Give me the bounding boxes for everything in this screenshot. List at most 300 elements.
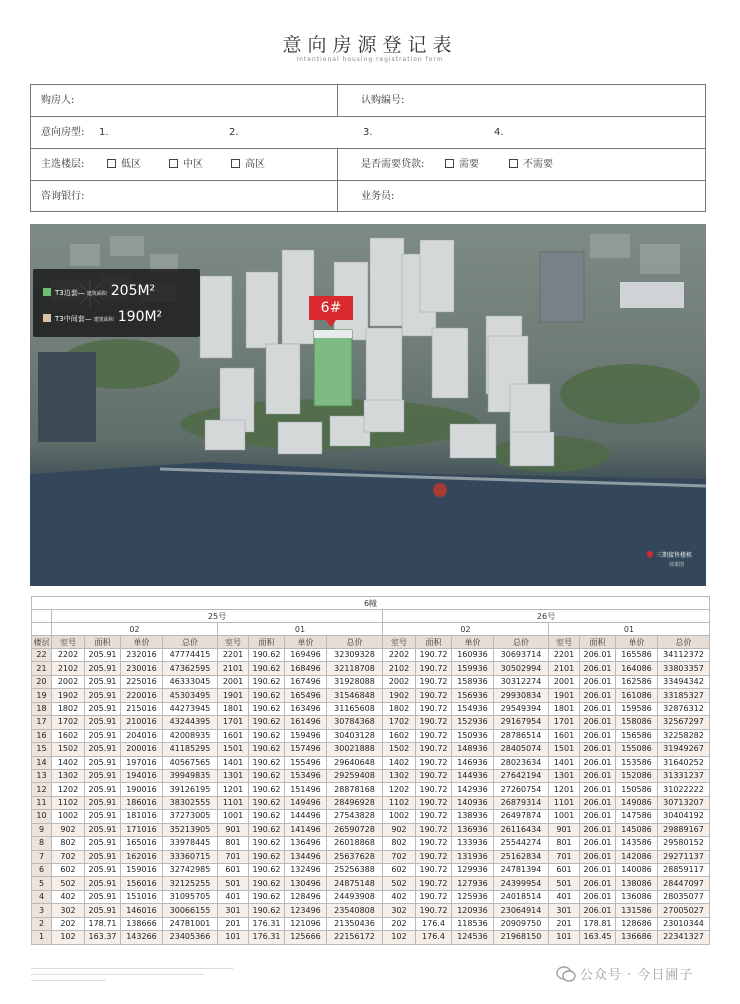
subscription-no-label: 认购编号: xyxy=(361,95,405,106)
table-cell: 190.62 xyxy=(249,877,285,890)
table-cell: 102 xyxy=(383,931,416,944)
table-cell: 206.01 xyxy=(580,796,616,809)
table-cell: 301 xyxy=(218,904,249,917)
table-cell: 1602 xyxy=(383,729,416,742)
table-cell: 176.4 xyxy=(416,917,452,930)
table-cell: 164086 xyxy=(616,662,658,675)
table-cell: 149496 xyxy=(285,796,327,809)
table-cell: 190.72 xyxy=(416,702,452,715)
table-cell: 159586 xyxy=(616,702,658,715)
table-cell: 601 xyxy=(218,864,249,877)
table-cell: 205.91 xyxy=(85,783,121,796)
table-cell: 27642194 xyxy=(494,769,549,782)
table-cell: 181016 xyxy=(121,810,163,823)
table-cell: 206.01 xyxy=(580,837,616,850)
table-cell: 128686 xyxy=(616,917,658,930)
table-cell: 1102 xyxy=(383,796,416,809)
table-cell: 162586 xyxy=(616,675,658,688)
floor-cell: 11 xyxy=(32,796,52,809)
table-cell: 1802 xyxy=(52,702,85,715)
table-cell: 201 xyxy=(218,917,249,930)
table-cell: 31928088 xyxy=(327,675,383,688)
floor-header: 楼层 xyxy=(33,637,50,647)
table-cell: 30502994 xyxy=(494,662,549,675)
table-cell: 157496 xyxy=(285,743,327,756)
table-cell: 205.91 xyxy=(85,729,121,742)
table-cell: 124536 xyxy=(452,931,494,944)
table-cell: 140086 xyxy=(616,864,658,877)
table-cell: 141496 xyxy=(285,823,327,836)
table-cell: 32125255 xyxy=(163,877,218,890)
table-cell: 159496 xyxy=(285,729,327,742)
table-cell: 23540808 xyxy=(327,904,383,917)
floor-option-high[interactable]: 高区 xyxy=(231,149,265,180)
table-cell: 1001 xyxy=(549,810,580,823)
table-row xyxy=(32,783,710,796)
table-cell: 31331237 xyxy=(658,769,710,782)
unit-header: 01 xyxy=(549,623,710,636)
table-cell: 30403128 xyxy=(327,729,383,742)
table-row xyxy=(32,756,710,769)
form-row-floor xyxy=(31,149,705,181)
floor-cell: 6 xyxy=(32,864,52,877)
table-row xyxy=(32,850,710,863)
table-cell: 30312274 xyxy=(494,675,549,688)
floor-cell: 4 xyxy=(32,890,52,903)
table-cell: 144496 xyxy=(285,810,327,823)
column-header: 总价 xyxy=(163,636,218,649)
table-cell: 501 xyxy=(549,877,580,890)
table-cell: 32876312 xyxy=(658,702,710,715)
page-subtitle: Intentional housing registration form xyxy=(296,56,444,63)
table-cell: 2101 xyxy=(218,662,249,675)
table-row xyxy=(32,917,710,930)
table-cell: 32118708 xyxy=(327,662,383,675)
type-option-4[interactable]: 4. xyxy=(494,127,504,138)
column-header: 室号 xyxy=(549,636,580,649)
table-cell: 1102 xyxy=(52,796,85,809)
table-cell: 42008935 xyxy=(163,729,218,742)
table-cell: 225016 xyxy=(121,675,163,688)
table-cell: 190.62 xyxy=(249,837,285,850)
floor-cell: 20 xyxy=(32,675,52,688)
table-cell: 29580152 xyxy=(658,837,710,850)
table-cell: 190.62 xyxy=(249,675,285,688)
table-cell: 1101 xyxy=(218,796,249,809)
table-cell: 158936 xyxy=(452,675,494,688)
table-cell: 155496 xyxy=(285,756,327,769)
table-cell: 27005027 xyxy=(658,904,710,917)
floor-cell: 22 xyxy=(32,649,52,662)
table-cell: 21968150 xyxy=(494,931,549,944)
column-header: 室号 xyxy=(383,636,416,649)
table-cell: 190.62 xyxy=(249,716,285,729)
table-cell: 178.81 xyxy=(580,917,616,930)
type-option-3[interactable]: 3. xyxy=(363,127,373,138)
table-cell: 153586 xyxy=(616,756,658,769)
floor-option-mid[interactable]: 中区 xyxy=(169,149,203,180)
table-cell: 190.62 xyxy=(249,783,285,796)
table-cell: 163496 xyxy=(285,702,327,715)
table-cell: 28859117 xyxy=(658,864,710,877)
floor-cell: 17 xyxy=(32,716,52,729)
column-header: 面积 xyxy=(580,636,616,649)
table-cell: 138666 xyxy=(121,917,163,930)
table-cell: 31165608 xyxy=(327,702,383,715)
table-cell: 200016 xyxy=(121,743,163,756)
table-cell: 156586 xyxy=(616,729,658,742)
table-cell: 151016 xyxy=(121,890,163,903)
floor-cell: 5 xyxy=(32,877,52,890)
footer-disclaimer: ──────────────────────────────────────────────────────────────────────────────────── ──────────────────────────────────────────────────────────────────────── ─────────────────────────────── xyxy=(31,966,234,983)
price-table-wrap xyxy=(31,596,709,945)
legend-swatch-green xyxy=(43,288,51,296)
column-header: 面积 xyxy=(85,636,121,649)
table-cell: 205.91 xyxy=(85,689,121,702)
table-cell: 2001 xyxy=(218,675,249,688)
table-row xyxy=(32,890,710,903)
table-cell: 130496 xyxy=(285,877,327,890)
table-row xyxy=(32,649,710,662)
table-cell: 1702 xyxy=(52,716,85,729)
table-cell: 206.01 xyxy=(580,743,616,756)
table-cell: 702 xyxy=(52,850,85,863)
table-cell: 190.72 xyxy=(416,810,452,823)
table-cell: 136686 xyxy=(616,931,658,944)
table-cell: 150936 xyxy=(452,729,494,742)
table-cell: 502 xyxy=(52,877,85,890)
table-cell: 206.01 xyxy=(580,890,616,903)
column-header: 室号 xyxy=(52,636,85,649)
table-cell: 176.31 xyxy=(249,917,285,930)
table-cell: 47362595 xyxy=(163,662,218,675)
column-header: 室号 xyxy=(218,636,249,649)
loan-option-yes[interactable]: 需要 xyxy=(445,149,479,180)
table-cell: 1402 xyxy=(383,756,416,769)
table-row xyxy=(32,877,710,890)
table-cell: 142936 xyxy=(452,783,494,796)
table-cell: 1001 xyxy=(218,810,249,823)
table-row xyxy=(32,743,710,756)
table-cell: 120936 xyxy=(452,904,494,917)
table-cell: 190.72 xyxy=(416,864,452,877)
table-cell: 190.62 xyxy=(249,823,285,836)
table-cell: 190.72 xyxy=(416,904,452,917)
watermark-text: 公众号 · 今日圃子 xyxy=(580,968,694,983)
table-cell: 205.91 xyxy=(85,756,121,769)
table-cell: 25256388 xyxy=(327,864,383,877)
table-cell: 301 xyxy=(549,904,580,917)
table-cell: 168496 xyxy=(285,662,327,675)
table-cell: 1202 xyxy=(383,783,416,796)
table-cell: 2002 xyxy=(383,675,416,688)
column-header: 单价 xyxy=(452,636,494,649)
type-label: 意向房型: xyxy=(41,127,85,138)
table-cell: 1701 xyxy=(549,716,580,729)
floor-cell: 8 xyxy=(32,837,52,850)
legend-item-middle: T3中间套— 建筑面积 190M² xyxy=(43,307,162,327)
unit-header: 01 xyxy=(218,623,383,636)
table-cell: 24875148 xyxy=(327,877,383,890)
table-cell: 190.72 xyxy=(416,756,452,769)
table-cell: 802 xyxy=(383,837,416,850)
table-cell: 27543828 xyxy=(327,810,383,823)
table-cell: 163.45 xyxy=(580,931,616,944)
table-cell: 1401 xyxy=(549,756,580,769)
table-cell: 502 xyxy=(383,877,416,890)
row-divider xyxy=(337,85,338,116)
table-cell: 206.01 xyxy=(580,823,616,836)
table-cell: 205.91 xyxy=(85,837,121,850)
table-cell: 22341327 xyxy=(658,931,710,944)
table-cell: 152936 xyxy=(452,716,494,729)
table-cell: 190.62 xyxy=(249,769,285,782)
table-cell: 2201 xyxy=(218,649,249,662)
table-cell: 30066155 xyxy=(163,904,218,917)
table-cell: 176.31 xyxy=(249,931,285,944)
table-cell: 1801 xyxy=(549,702,580,715)
corner-cell xyxy=(32,610,52,623)
table-cell: 205.91 xyxy=(85,823,121,836)
table-cell: 205.91 xyxy=(85,864,121,877)
wechat-icon xyxy=(556,966,576,982)
table-cell: 133936 xyxy=(452,837,494,850)
table-cell: 26497874 xyxy=(494,810,549,823)
table-row xyxy=(32,769,710,782)
column-header: 总价 xyxy=(327,636,383,649)
table-cell: 190.62 xyxy=(249,662,285,675)
table-cell: 29167954 xyxy=(494,716,549,729)
table-cell: 29930834 xyxy=(494,689,549,702)
table-cell: 1501 xyxy=(549,743,580,756)
table-cell: 1002 xyxy=(383,810,416,823)
table-cell: 165496 xyxy=(285,689,327,702)
table-cell: 24781394 xyxy=(494,864,549,877)
table-row xyxy=(32,796,710,809)
floor-cell: 10 xyxy=(32,810,52,823)
building-header-25: 25号 xyxy=(52,610,383,623)
table-cell: 23010344 xyxy=(658,917,710,930)
table-cell: 28878168 xyxy=(327,783,383,796)
rendering-caption: 效果图 xyxy=(668,562,684,568)
column-header: 单价 xyxy=(616,636,658,649)
table-cell: 202 xyxy=(383,917,416,930)
floor-cell: 19 xyxy=(32,689,52,702)
table-cell: 33978445 xyxy=(163,837,218,850)
table-cell: 26590728 xyxy=(327,823,383,836)
table-row xyxy=(32,729,710,742)
legend-item-edge: T3边套— 建筑面积 205M² xyxy=(43,281,155,301)
column-header: 面积 xyxy=(416,636,452,649)
table-cell: 24018514 xyxy=(494,890,549,903)
table-cell: 190.62 xyxy=(249,743,285,756)
table-cell: 167496 xyxy=(285,675,327,688)
checkbox-icon[interactable] xyxy=(509,159,518,168)
table-cell: 190.72 xyxy=(416,837,452,850)
table-cell: 205.91 xyxy=(85,662,121,675)
table-cell: 26018868 xyxy=(327,837,383,850)
table-cell: 190.72 xyxy=(416,890,452,903)
table-cell: 190.62 xyxy=(249,864,285,877)
table-cell: 118536 xyxy=(452,917,494,930)
table-cell: 149086 xyxy=(616,796,658,809)
table-cell: 41185295 xyxy=(163,743,218,756)
loan-option-no[interactable]: 不需要 xyxy=(509,149,553,180)
table-row xyxy=(32,904,710,917)
table-cell: 215016 xyxy=(121,702,163,715)
table-cell: 901 xyxy=(218,823,249,836)
page-title: 意向房源登记表 xyxy=(282,34,458,56)
column-header: 单价 xyxy=(285,636,327,649)
form-row-buyer xyxy=(31,85,705,117)
table-cell: 1101 xyxy=(549,796,580,809)
table-cell: 22156172 xyxy=(327,931,383,944)
table-cell: 140936 xyxy=(452,796,494,809)
table-cell: 156016 xyxy=(121,877,163,890)
table-row xyxy=(32,702,710,715)
table-cell: 190.62 xyxy=(249,850,285,863)
table-cell: 190.72 xyxy=(416,689,452,702)
table-cell: 28447097 xyxy=(658,877,710,890)
table-cell: 144936 xyxy=(452,769,494,782)
table-cell: 206.01 xyxy=(580,662,616,675)
table-cell: 1802 xyxy=(383,702,416,715)
table-cell: 2001 xyxy=(549,675,580,688)
table-cell: 206.01 xyxy=(580,675,616,688)
table-cell: 1201 xyxy=(218,783,249,796)
table-cell: 24781001 xyxy=(163,917,218,930)
table-cell: 205.91 xyxy=(85,769,121,782)
table-cell: 205.91 xyxy=(85,716,121,729)
table-cell: 138086 xyxy=(616,877,658,890)
row-divider xyxy=(337,181,338,212)
table-cell: 2201 xyxy=(549,649,580,662)
table-cell: 190.62 xyxy=(249,810,285,823)
table-cell: 39949835 xyxy=(163,769,218,782)
table-cell: 206.01 xyxy=(580,864,616,877)
table-cell: 142086 xyxy=(616,850,658,863)
floor-cell: 14 xyxy=(32,756,52,769)
table-cell: 31546848 xyxy=(327,689,383,702)
agent-label: 业务员: xyxy=(361,191,395,202)
table-cell: 28496928 xyxy=(327,796,383,809)
table-row xyxy=(32,689,710,702)
table-cell: 154936 xyxy=(452,702,494,715)
table-cell: 1301 xyxy=(549,769,580,782)
table-cell: 25162834 xyxy=(494,850,549,863)
table-cell: 2002 xyxy=(52,675,85,688)
table-cell: 901 xyxy=(549,823,580,836)
table-title: 6幢 xyxy=(32,597,710,610)
table-cell: 31640252 xyxy=(658,756,710,769)
table-cell: 31949267 xyxy=(658,743,710,756)
table-cell: 24399954 xyxy=(494,877,549,890)
table-cell: 40567565 xyxy=(163,756,218,769)
table-cell: 1901 xyxy=(549,689,580,702)
table-cell: 163.37 xyxy=(85,931,121,944)
table-cell: 190.62 xyxy=(249,729,285,742)
table-cell: 165586 xyxy=(616,649,658,662)
price-table xyxy=(31,596,710,945)
table-cell: 23064914 xyxy=(494,904,549,917)
table-cell: 136496 xyxy=(285,837,327,850)
checkbox-icon[interactable] xyxy=(169,159,178,168)
table-cell: 161086 xyxy=(616,689,658,702)
table-cell: 190.62 xyxy=(249,904,285,917)
type-option-1[interactable]: 1. xyxy=(99,127,109,138)
table-cell: 159016 xyxy=(121,864,163,877)
table-cell: 206.01 xyxy=(580,702,616,715)
table-cell: 26879314 xyxy=(494,796,549,809)
table-cell: 190.72 xyxy=(416,675,452,688)
table-cell: 44273945 xyxy=(163,702,218,715)
floor-option-low[interactable]: 低区 xyxy=(107,149,141,180)
table-cell: 1502 xyxy=(383,743,416,756)
table-cell: 302 xyxy=(383,904,416,917)
table-row xyxy=(32,662,710,675)
table-cell: 146016 xyxy=(121,904,163,917)
table-cell: 190.72 xyxy=(416,769,452,782)
table-cell: 127936 xyxy=(452,877,494,890)
table-cell: 601 xyxy=(549,864,580,877)
table-cell: 1601 xyxy=(549,729,580,742)
table-cell: 132496 xyxy=(285,864,327,877)
table-cell: 1601 xyxy=(218,729,249,742)
table-cell: 28405074 xyxy=(494,743,549,756)
table-cell: 159936 xyxy=(452,662,494,675)
table-cell: 134496 xyxy=(285,850,327,863)
table-cell: 136086 xyxy=(616,890,658,903)
table-cell: 1902 xyxy=(52,689,85,702)
table-cell: 205.91 xyxy=(85,904,121,917)
table-cell: 190.72 xyxy=(416,850,452,863)
type-option-2[interactable]: 2. xyxy=(229,127,239,138)
table-cell: 32567297 xyxy=(658,716,710,729)
table-cell: 178.71 xyxy=(85,917,121,930)
table-row xyxy=(32,823,710,836)
table-cell: 33185327 xyxy=(658,689,710,702)
table-cell: 186016 xyxy=(121,796,163,809)
checkbox-icon[interactable] xyxy=(231,159,240,168)
table-cell: 30713207 xyxy=(658,796,710,809)
table-cell: 143266 xyxy=(121,931,163,944)
form-row-bank xyxy=(31,181,705,213)
registration-form xyxy=(30,84,706,212)
table-cell: 150586 xyxy=(616,783,658,796)
table-cell: 202 xyxy=(52,917,85,930)
table-cell: 190.72 xyxy=(416,796,452,809)
table-cell: 171016 xyxy=(121,823,163,836)
table-cell: 129936 xyxy=(452,864,494,877)
table-cell: 2102 xyxy=(383,662,416,675)
table-cell: 32258282 xyxy=(658,729,710,742)
floor-cell: 1 xyxy=(32,931,52,944)
table-cell: 1401 xyxy=(218,756,249,769)
table-cell: 190.62 xyxy=(249,796,285,809)
table-cell: 148936 xyxy=(452,743,494,756)
checkbox-icon[interactable] xyxy=(107,159,116,168)
checkbox-icon[interactable] xyxy=(445,159,454,168)
table-cell: 206.01 xyxy=(580,904,616,917)
table-cell: 1801 xyxy=(218,702,249,715)
table-cell: 21350436 xyxy=(327,917,383,930)
table-cell: 1002 xyxy=(52,810,85,823)
table-cell: 602 xyxy=(52,864,85,877)
table-cell: 190.72 xyxy=(416,649,452,662)
table-cell: 145086 xyxy=(616,823,658,836)
column-header: 单价 xyxy=(121,636,163,649)
table-cell: 136936 xyxy=(452,823,494,836)
